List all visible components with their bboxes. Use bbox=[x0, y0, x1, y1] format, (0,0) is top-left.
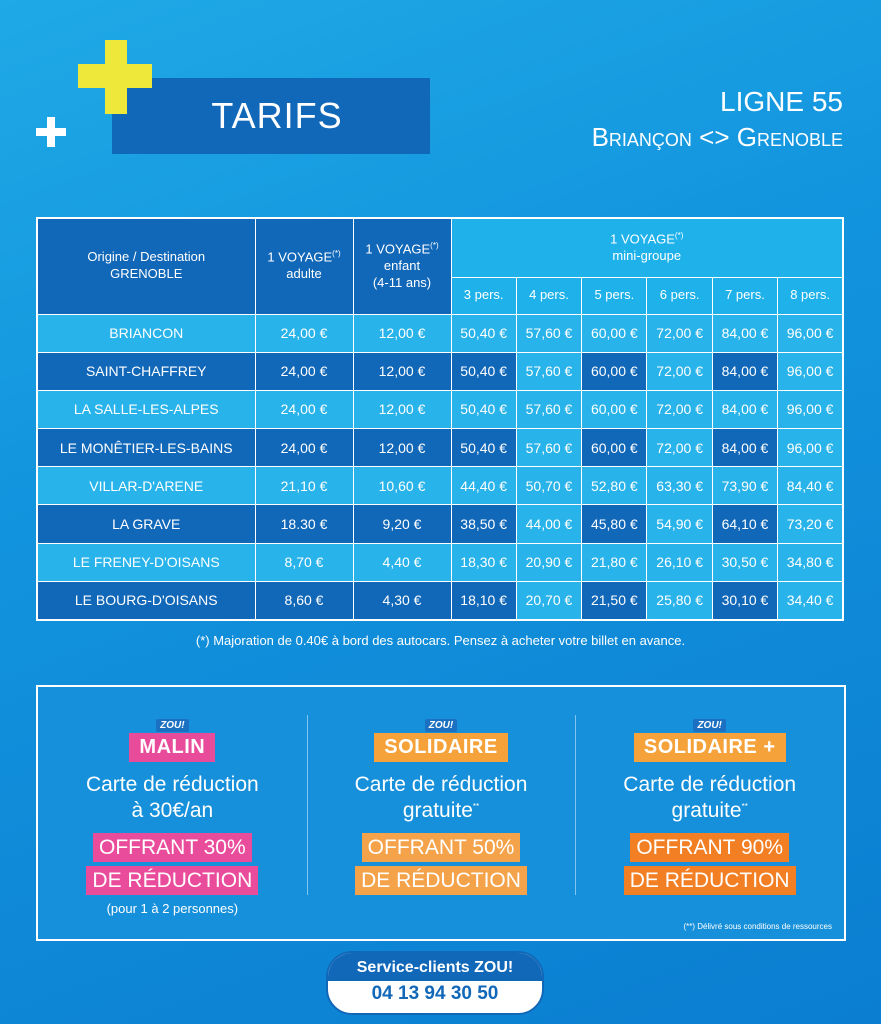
group-price-cell: 72,00 € bbox=[647, 352, 712, 390]
header-child: 1 VOYAGE(*) enfant (4-11 ans) bbox=[353, 218, 451, 314]
plus-big-icon bbox=[78, 40, 152, 114]
card-description: Carte de réduction à 30€/an bbox=[85, 773, 259, 823]
group-price-cell: 26,10 € bbox=[647, 543, 712, 581]
adult-price-cell: 8,70 € bbox=[255, 543, 353, 581]
group-price-cell: 30,50 € bbox=[712, 543, 777, 581]
group-price-cell: 60,00 € bbox=[582, 352, 647, 390]
card-malin bbox=[38, 687, 307, 939]
group-price-cell: 60,00 € bbox=[582, 429, 647, 467]
group-price-cell: 21,50 € bbox=[582, 581, 647, 620]
service-phone[interactable]: 04 13 94 30 50 bbox=[371, 983, 499, 1004]
card-offer-reduction: DE RÉDUCTION bbox=[355, 866, 527, 895]
table-row bbox=[37, 467, 843, 505]
group-price-cell: 50,40 € bbox=[451, 390, 516, 428]
group-price-cell: 63,30 € bbox=[647, 467, 712, 505]
group-price-cell: 18,30 € bbox=[451, 543, 516, 581]
fare-table bbox=[36, 217, 844, 621]
child-price-cell: 12,00 € bbox=[353, 390, 451, 428]
group-price-cell: 84,40 € bbox=[778, 467, 843, 505]
origin-cell: LA SALLE-LES-ALPES bbox=[37, 390, 255, 428]
card-offer: OFFRANT 90% bbox=[630, 833, 789, 862]
origin-cell: BRIANCON bbox=[37, 314, 255, 352]
child-price-cell: 12,00 € bbox=[353, 352, 451, 390]
adult-price-cell: 24,00 € bbox=[255, 314, 353, 352]
origin-cell: LA GRAVE bbox=[37, 505, 255, 543]
origin-cell: SAINT-CHAFFREY bbox=[37, 352, 255, 390]
group-price-cell: 96,00 € bbox=[778, 352, 843, 390]
resources-note: (**) Délivré sous conditions de ressources bbox=[683, 922, 832, 931]
line-number: LIGNE 55 bbox=[720, 86, 843, 117]
adult-price-cell: 24,00 € bbox=[255, 390, 353, 428]
card-description: Carte de réduction gratuite** bbox=[623, 773, 797, 823]
group-price-cell: 50,40 € bbox=[451, 314, 516, 352]
adult-price-cell: 18.30 € bbox=[255, 505, 353, 543]
group-price-cell: 60,00 € bbox=[582, 390, 647, 428]
card-badge: SOLIDAIRE bbox=[374, 733, 507, 762]
group-price-cell: 96,00 € bbox=[778, 314, 843, 352]
origin-cell: LE BOURG-D'OISANS bbox=[37, 581, 255, 620]
card-offer-reduction: DE RÉDUCTION bbox=[624, 866, 796, 895]
header-minigroup: 1 VOYAGE(*) mini-groupe bbox=[451, 218, 843, 277]
group-price-cell: 50,40 € bbox=[451, 352, 516, 390]
origin-cell: LE FRENEY-D'OISANS bbox=[37, 543, 255, 581]
header-origin: Origine / Destination GRENOBLE bbox=[37, 218, 255, 314]
child-price-cell: 12,00 € bbox=[353, 429, 451, 467]
group-price-cell: 73,20 € bbox=[778, 505, 843, 543]
zou-logo: ZOU! bbox=[693, 719, 725, 732]
group-price-cell: 44,00 € bbox=[516, 505, 581, 543]
header-group-size: 7 pers. bbox=[712, 277, 777, 314]
plus-small-icon bbox=[36, 117, 66, 147]
group-price-cell: 72,00 € bbox=[647, 429, 712, 467]
card-offer-reduction: DE RÉDUCTION bbox=[86, 866, 258, 895]
child-price-cell: 4,40 € bbox=[353, 543, 451, 581]
adult-price-cell: 8,60 € bbox=[255, 581, 353, 620]
child-price-cell: 4,30 € bbox=[353, 581, 451, 620]
service-label: Service-clients ZOU! bbox=[328, 953, 542, 981]
table-row bbox=[37, 543, 843, 581]
origin-cell: VILLAR-D'ARENE bbox=[37, 467, 255, 505]
group-price-cell: 64,10 € bbox=[712, 505, 777, 543]
card-offer: OFFRANT 30% bbox=[93, 833, 252, 862]
page-title: TARIFS bbox=[211, 95, 343, 136]
tarifs-title-box bbox=[112, 78, 430, 154]
group-price-cell: 54,90 € bbox=[647, 505, 712, 543]
group-price-cell: 84,00 € bbox=[712, 314, 777, 352]
group-price-cell: 34,40 € bbox=[778, 581, 843, 620]
group-price-cell: 20,70 € bbox=[516, 581, 581, 620]
header-group-size: 6 pers. bbox=[647, 277, 712, 314]
card-badge: SOLIDAIRE + bbox=[634, 733, 786, 762]
group-price-cell: 96,00 € bbox=[778, 390, 843, 428]
header-group-size: 3 pers. bbox=[451, 277, 516, 314]
group-price-cell: 96,00 € bbox=[778, 429, 843, 467]
group-price-cell: 84,00 € bbox=[712, 429, 777, 467]
group-price-cell: 57,60 € bbox=[516, 429, 581, 467]
zou-logo: ZOU! bbox=[156, 719, 188, 732]
group-price-cell: 57,60 € bbox=[516, 352, 581, 390]
group-price-cell: 25,80 € bbox=[647, 581, 712, 620]
zou-logo: ZOU! bbox=[425, 719, 457, 732]
origin-cell: LE MONÊTIER-LES-BAINS bbox=[37, 429, 255, 467]
table-row bbox=[37, 390, 843, 428]
header-group-size: 5 pers. bbox=[582, 277, 647, 314]
table-row bbox=[37, 505, 843, 543]
group-price-cell: 72,00 € bbox=[647, 390, 712, 428]
table-row bbox=[37, 352, 843, 390]
card-note: (pour 1 à 2 personnes) bbox=[106, 900, 239, 916]
group-price-cell: 38,50 € bbox=[451, 505, 516, 543]
card-offer: OFFRANT 50% bbox=[362, 833, 521, 862]
adult-price-cell: 24,00 € bbox=[255, 429, 353, 467]
header-group-size: 4 pers. bbox=[516, 277, 581, 314]
card-solidaire-plus bbox=[575, 687, 844, 939]
group-price-cell: 73,90 € bbox=[712, 467, 777, 505]
card-description: Carte de réduction gratuite** bbox=[354, 773, 528, 823]
header-group-size: 8 pers. bbox=[778, 277, 843, 314]
adult-price-cell: 24,00 € bbox=[255, 352, 353, 390]
service-clients-box[interactable] bbox=[326, 951, 544, 1015]
line-heading bbox=[592, 86, 843, 153]
reduction-cards-panel bbox=[36, 685, 846, 941]
group-price-cell: 60,00 € bbox=[582, 314, 647, 352]
group-price-cell: 44,40 € bbox=[451, 467, 516, 505]
line-route: Briançon <> Grenoble bbox=[591, 122, 843, 152]
group-price-cell: 21,80 € bbox=[582, 543, 647, 581]
group-price-cell: 18,10 € bbox=[451, 581, 516, 620]
table-row bbox=[37, 429, 843, 467]
card-solidaire bbox=[307, 687, 576, 939]
group-price-cell: 84,00 € bbox=[712, 352, 777, 390]
group-price-cell: 52,80 € bbox=[582, 467, 647, 505]
child-price-cell: 9,20 € bbox=[353, 505, 451, 543]
group-price-cell: 57,60 € bbox=[516, 390, 581, 428]
group-price-cell: 84,00 € bbox=[712, 390, 777, 428]
adult-price-cell: 21,10 € bbox=[255, 467, 353, 505]
group-price-cell: 57,60 € bbox=[516, 314, 581, 352]
group-price-cell: 50,70 € bbox=[516, 467, 581, 505]
table-footnote: (*) Majoration de 0.40€ à bord des autocars. Pensez à acheter votre billet en avance. bbox=[195, 633, 686, 648]
table-row bbox=[37, 581, 843, 620]
child-price-cell: 12,00 € bbox=[353, 314, 451, 352]
header-adult: 1 VOYAGE(*) adulte bbox=[255, 218, 353, 314]
child-price-cell: 10,60 € bbox=[353, 467, 451, 505]
group-price-cell: 34,80 € bbox=[778, 543, 843, 581]
group-price-cell: 20,90 € bbox=[516, 543, 581, 581]
group-price-cell: 45,80 € bbox=[582, 505, 647, 543]
table-row bbox=[37, 314, 843, 352]
group-price-cell: 50,40 € bbox=[451, 429, 516, 467]
group-price-cell: 72,00 € bbox=[647, 314, 712, 352]
card-badge: MALIN bbox=[129, 733, 215, 762]
group-price-cell: 30,10 € bbox=[712, 581, 777, 620]
